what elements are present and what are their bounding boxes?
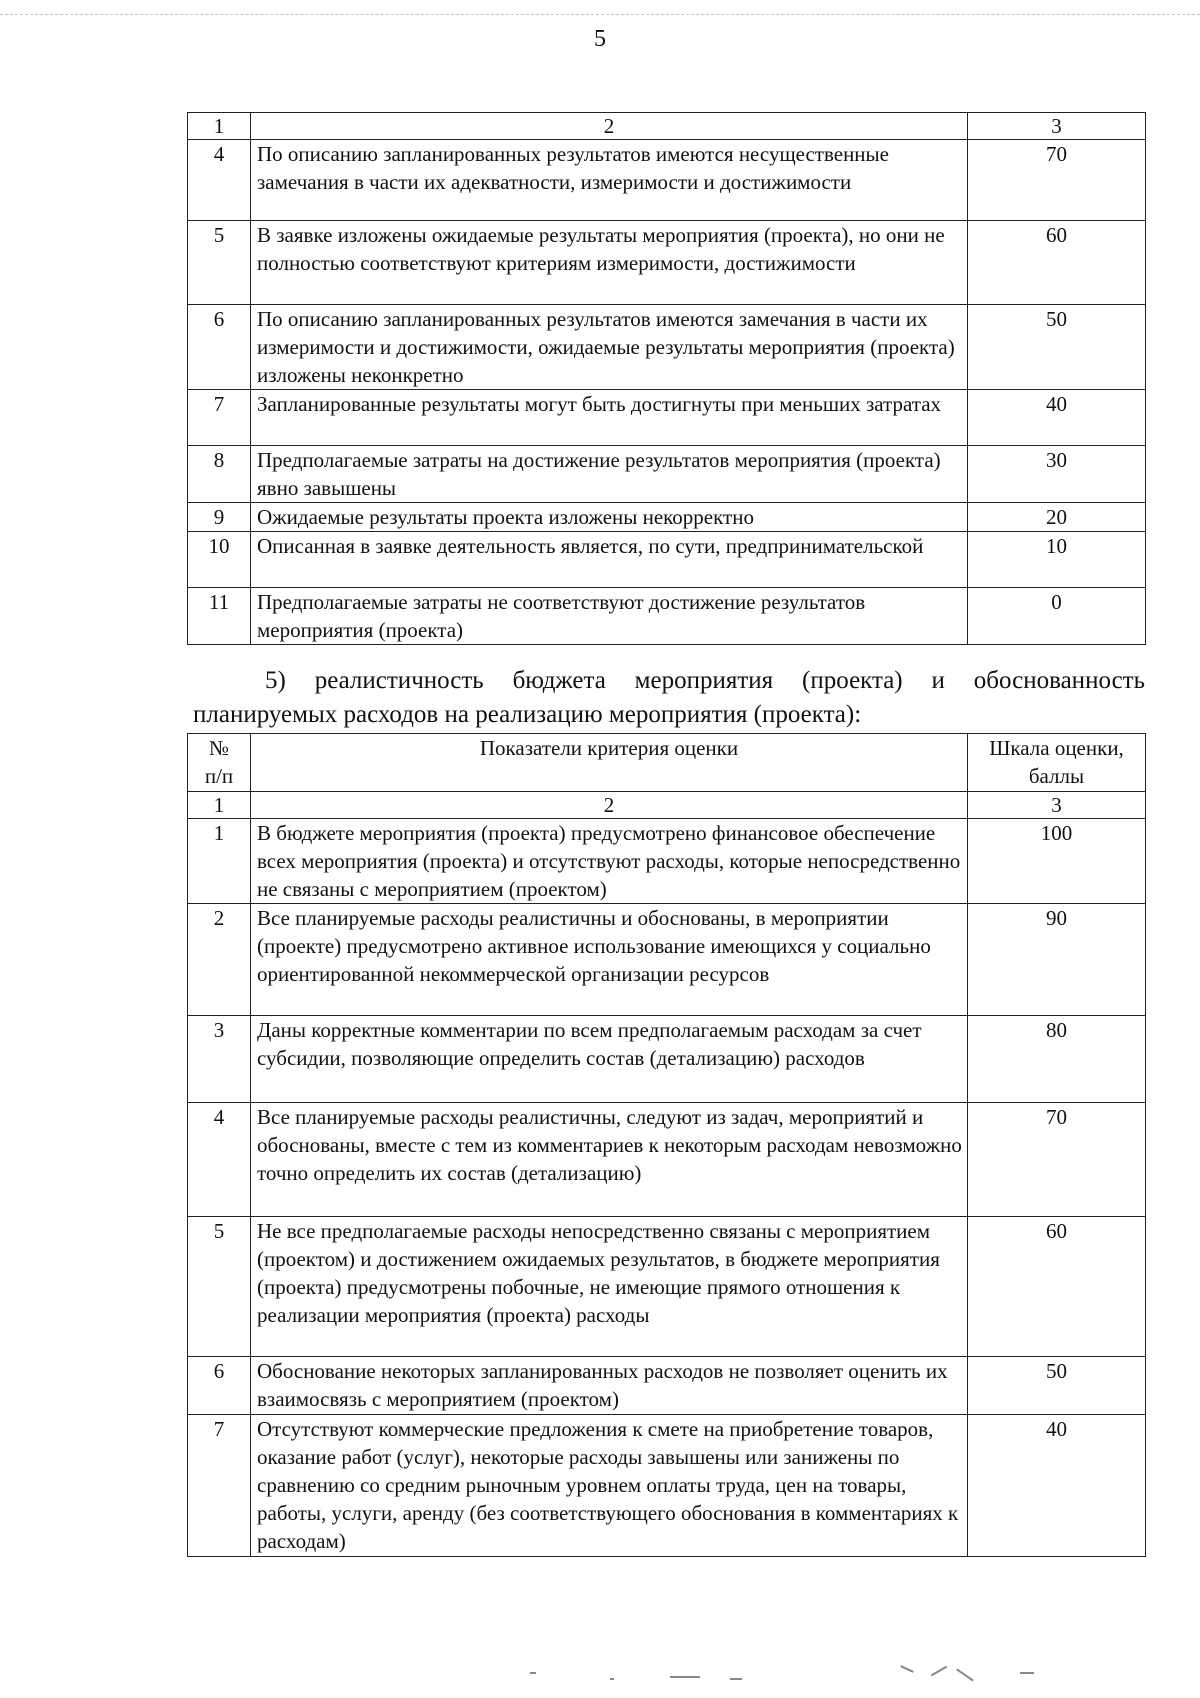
section-heading-line: планируемых расходов на реализацию мероприятия (проекта): xyxy=(193,701,862,728)
column-header-number xyxy=(188,734,251,792)
column-index: 3 xyxy=(968,113,1146,140)
header-scale-line: Шкала оценки, xyxy=(989,736,1124,760)
table-row xyxy=(188,904,1146,1016)
column-header-scale xyxy=(968,734,1146,792)
table-row xyxy=(188,140,1146,221)
table-row xyxy=(188,503,1146,532)
page-number: 5 xyxy=(594,26,606,52)
criterion-text: Все планируемые расходы реалистичны и обоснованы, в мероприятии (проекте) предусмотрено активное использование имеющихся у социально ориентированной некоммерческой организации ресурсов xyxy=(251,904,968,1016)
table-row xyxy=(188,1357,1146,1415)
score-value: 70 xyxy=(968,1103,1146,1217)
score-value: 90 xyxy=(968,904,1146,1016)
section-5-heading xyxy=(193,664,1145,732)
column-index: 2 xyxy=(251,792,968,819)
column-index: 1 xyxy=(188,113,251,140)
scan-edge-noise xyxy=(0,14,1200,21)
table-row xyxy=(188,390,1146,446)
score-value: 70 xyxy=(968,140,1146,221)
criterion-text: Описанная в заявке деятельность является, по сути, предпринимательской xyxy=(251,532,968,588)
score-value: 50 xyxy=(968,1357,1146,1415)
table-header-row xyxy=(188,734,1146,792)
criteria-table-continued xyxy=(187,112,1146,645)
table-row xyxy=(188,588,1146,645)
criterion-text: Предполагаемые затраты на достижение результатов мероприятия (проекта) явно завышены xyxy=(251,446,968,503)
score-value: 50 xyxy=(968,305,1146,390)
row-number: 2 xyxy=(188,904,251,1016)
header-number-line: п/п xyxy=(204,764,234,788)
score-value: 30 xyxy=(968,446,1146,503)
table-row xyxy=(188,305,1146,390)
header-scale-line: баллы xyxy=(1028,764,1085,788)
score-value: 20 xyxy=(968,503,1146,532)
row-number: 3 xyxy=(188,1016,251,1103)
table-row xyxy=(188,532,1146,588)
column-header-criteria: Показатели критерия оценки xyxy=(251,734,968,792)
row-number: 11 xyxy=(188,588,251,645)
row-number: 7 xyxy=(188,390,251,446)
criterion-text: Отсутствуют коммерческие предложения к смете на приобретение товаров, оказание работ (услуг), некоторые расходы завышены или занижены по сравнению со средним рыночным уровнем оплаты труда, цен на товары, работы, услуги, аренду (без соответствующего обоснования в комментариях к расходам) xyxy=(251,1415,968,1557)
criterion-text: По описанию запланированных результатов имеются несущественные замечания в части их адекватности, измеримости и достижимости xyxy=(251,140,968,221)
column-index-row xyxy=(188,113,1146,140)
criterion-text: Ожидаемые результаты проекта изложены некорректно xyxy=(251,503,968,532)
criterion-text: В заявке изложены ожидаемые результаты мероприятия (проекта), но они не полностью соответствуют критериям измеримости, достижимости xyxy=(251,221,968,305)
header-number-line: № xyxy=(208,736,230,760)
column-index-row xyxy=(188,792,1146,819)
table-row xyxy=(188,221,1146,305)
table-row xyxy=(188,446,1146,503)
criterion-text: Не все предполагаемые расходы непосредственно связаны с мероприятием (проектом) и достижением ожидаемых результатов, в бюджете мероприятия (проекта) предусмотрены побочные, не имеющие прямого отношения к реализации мероприятия (проекта) расходы xyxy=(251,1217,968,1357)
row-number: 4 xyxy=(188,1103,251,1217)
table-row xyxy=(188,1217,1146,1357)
column-index: 1 xyxy=(188,792,251,819)
score-value: 80 xyxy=(968,1016,1146,1103)
column-index: 3 xyxy=(968,792,1146,819)
row-number: 7 xyxy=(188,1415,251,1557)
criterion-text: Обоснование некоторых запланированных расходов не позволяет оценить их взаимосвязь с мероприятием (проектом) xyxy=(251,1357,968,1415)
row-number: 5 xyxy=(188,1217,251,1357)
criterion-text: Все планируемые расходы реалистичны, следуют из задач, мероприятий и обоснованы, вместе с тем из комментариев к некоторым расходам невозможно точно определить их состав (детализацию) xyxy=(251,1103,968,1217)
criterion-text: По описанию запланированных результатов имеются замечания в части их измеримости и достижимости, ожидаемые результаты мероприятия (проекта) изложены неконкретно xyxy=(251,305,968,390)
table-row xyxy=(188,1103,1146,1217)
score-value: 40 xyxy=(968,1415,1146,1557)
row-number: 9 xyxy=(188,503,251,532)
score-value: 60 xyxy=(968,221,1146,305)
section-heading-line: 5) реалистичность бюджета мероприятия (проекта) и обоснованность xyxy=(265,667,1145,694)
score-value: 100 xyxy=(968,819,1146,904)
score-value: 0 xyxy=(968,588,1146,645)
budget-criteria-table xyxy=(187,733,1146,1557)
table-row xyxy=(188,819,1146,904)
score-value: 40 xyxy=(968,390,1146,446)
column-index: 2 xyxy=(251,113,968,140)
score-value: 60 xyxy=(968,1217,1146,1357)
row-number: 1 xyxy=(188,819,251,904)
row-number: 8 xyxy=(188,446,251,503)
row-number: 4 xyxy=(188,140,251,221)
table-row xyxy=(188,1016,1146,1103)
scan-smudge-marks xyxy=(530,1668,1130,1688)
criterion-text: Даны корректные комментарии по всем предполагаемым расходам за счет субсидии, позволяющие определить состав (детализацию) расходов xyxy=(251,1016,968,1103)
row-number: 6 xyxy=(188,1357,251,1415)
table-row xyxy=(188,1415,1146,1557)
criterion-text: Предполагаемые затраты не соответствуют достижение результатов мероприятия (проекта) xyxy=(251,588,968,645)
criterion-text: В бюджете мероприятия (проекта) предусмотрено финансовое обеспечение всех мероприятия (проекта) и отсутствуют расходы, которые непосредственно не связаны с мероприятием (проектом) xyxy=(251,819,968,904)
criterion-text: Запланированные результаты могут быть достигнуты при меньших затратах xyxy=(251,390,968,446)
row-number: 5 xyxy=(188,221,251,305)
row-number: 10 xyxy=(188,532,251,588)
score-value: 10 xyxy=(968,532,1146,588)
row-number: 6 xyxy=(188,305,251,390)
